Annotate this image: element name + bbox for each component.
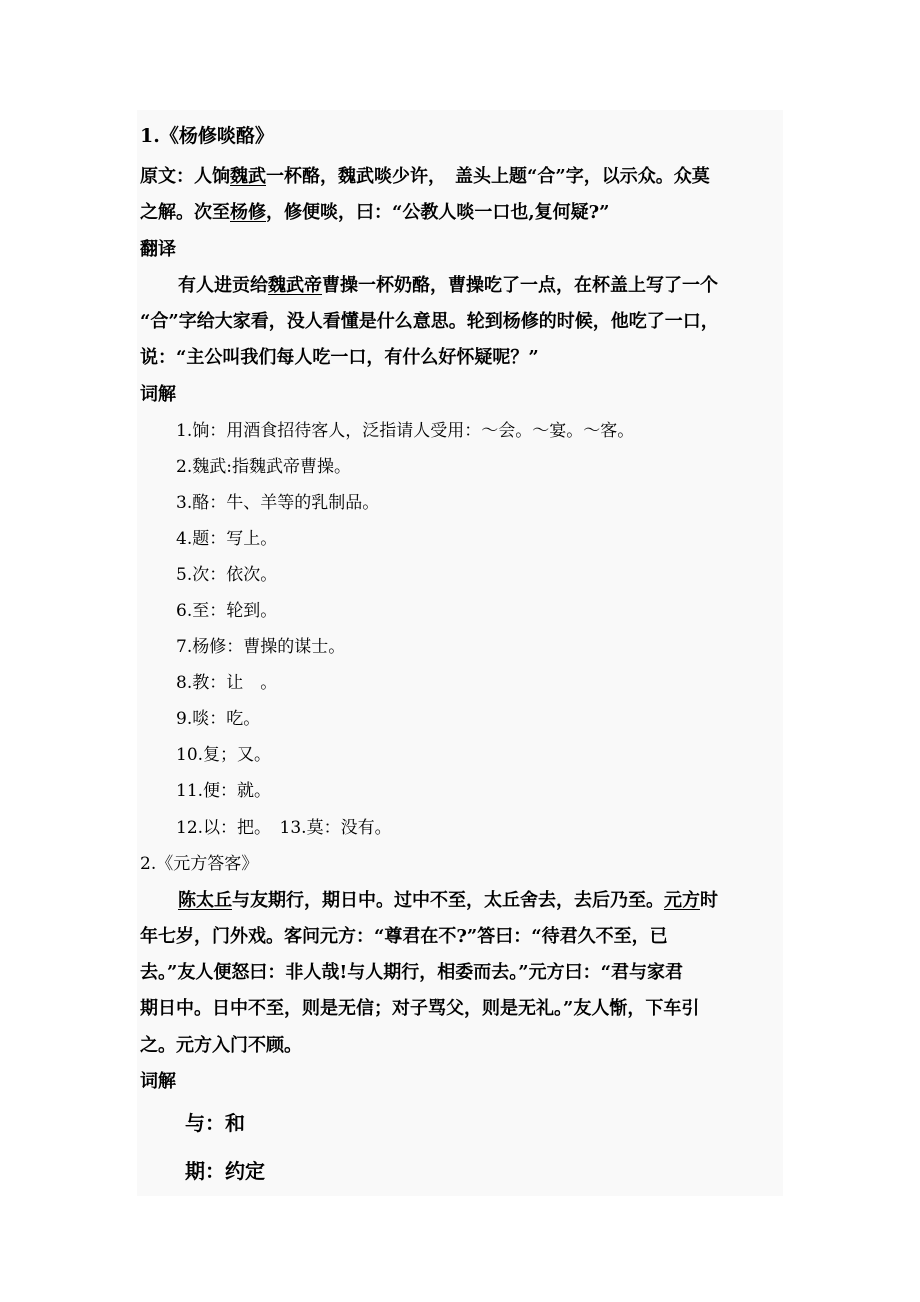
section-2-glossary-label: 词解 [140, 1071, 176, 1092]
glossary-item: 5.次：依次。 [176, 565, 278, 585]
section-1-original-line-1 [140, 166, 710, 188]
text-run: 之解。次至 [140, 202, 230, 223]
glossary-item: 与：和 [185, 1111, 245, 1135]
section-2-original-line-2: 年七岁，门外戏。客问元方：“尊君在不?”答曰：“待君久不至，已 [140, 926, 668, 947]
glossary-item: 12.以：把。 13.莫：没有。 [176, 818, 392, 838]
section-2-original-line-5: 之。元方入门不顾。 [140, 1035, 302, 1056]
glossary-item: 9.啖：吃。 [176, 709, 261, 729]
glossary-item: 2.魏武:指魏武帝曹操。 [176, 457, 351, 477]
text-run: ，修便啖，曰：“公教人啖一口也,复何疑?” [266, 202, 610, 223]
underlined-term-weiwudi: 魏武帝 [268, 275, 322, 296]
underlined-term-yuanfang: 元方 [664, 890, 700, 911]
underlined-term-yangxiu: 杨修 [230, 202, 266, 223]
text-run: 与友期行，期日中。过中不至，太丘舍去，去后乃至。 [232, 890, 664, 911]
translation-line-3: 说：“主公叫我们每人吃一口，有什么好怀疑呢？” [140, 347, 539, 368]
glossary-item: 期：约定 [185, 1159, 265, 1183]
translation-line-2: “合”字给大家看，没人看懂是什么意思。轮到杨修的时候，他吃了一口， [140, 311, 719, 332]
text-run: 一杯酪，魏武啖少许， 盖头上题“合”字，以示众。众莫 [266, 166, 710, 187]
text-run: 时 [700, 890, 718, 911]
section-2-title: 2.《元方答客》 [140, 854, 259, 874]
glossary-item: 8.教：让 。 [176, 673, 278, 693]
section-2-original-line-3: 去。”友人便怒曰：非人哉!与人期行，相委而去。”元方曰：“君与家君 [140, 962, 683, 983]
text-run: 人饷 [194, 166, 230, 187]
glossary-item: 1.饷：用酒食招待客人，泛指请人受用：～会。～宴。～客。 [176, 421, 635, 441]
glossary-label: 词解 [140, 384, 176, 405]
text-run: 曹操一杯奶酪，曹操吃了一点，在杯盖上写了一个 [322, 275, 718, 296]
glossary-item: 10.复；又。 [176, 745, 272, 765]
section-1-title: 1.《杨修啖酪》 [140, 125, 274, 147]
original-label: 原文： [140, 166, 194, 187]
section-2-original-line-4: 期日中。日中不至，则是无信；对子骂父，则是无礼。”友人惭，下车引 [140, 998, 700, 1019]
glossary-item: 3.酪：牛、羊等的乳制品。 [176, 493, 380, 513]
text-run: 有人进贡给 [178, 275, 268, 296]
translation-label: 翻译 [140, 239, 176, 260]
underlined-term-chentaiqiu: 陈太丘 [178, 890, 232, 911]
section-1-original-line-2 [140, 202, 610, 224]
glossary-item: 4.题：写上。 [176, 529, 278, 549]
glossary-item: 7.杨修：曹操的谋士。 [176, 637, 346, 657]
glossary-item: 11.便：就。 [176, 781, 272, 801]
underlined-term-weiwu: 魏武 [230, 166, 266, 187]
glossary-item: 6.至：轮到。 [176, 601, 278, 621]
translation-line-1 [178, 275, 718, 297]
section-2-original-line-1 [178, 890, 718, 912]
